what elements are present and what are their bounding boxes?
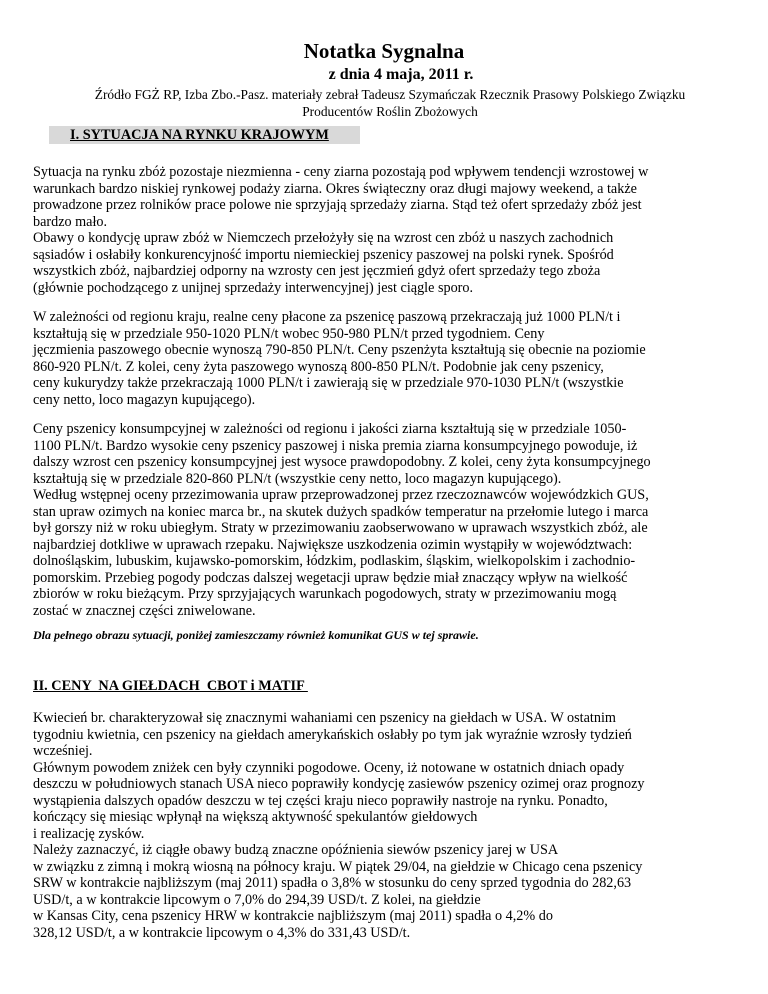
source-line: Źródło FGŻ RP, Izba Zbo.-Pasz. materiały zebrał Tadeusz Szymańczak Rzecznik Prasowy Polskiego Związku <box>94 87 686 102</box>
text-line: tygodniu kwietnia, cen pszenicy na giełdach amerykańskich osłabły po tym jak wyraźnie wzrosły tydzień <box>33 726 632 743</box>
section2-title: II. CENY NA GIEŁDACH CBOT i MATIF <box>33 678 308 694</box>
text-line: kształtują się w przedziale 820-860 PLN/t (wszystkie ceny netto, loco magazyn kupującego). <box>33 470 562 487</box>
text-line: najbardziej dotkliwe w uprawach rzepaku. Największe uszkodzenia ozimin wystąpiły w województwach: <box>33 536 633 553</box>
text-line: w Kansas City, cena pszenicy HRW w kontrakcie najbliższym (maj 2011) spadła o 4,2% do <box>33 908 553 924</box>
text-line: kończący się miesiąc wpłynął na większą aktywność spekulantów giełdowych <box>33 809 478 825</box>
text-line: kształtują się w przedziale 950-1020 PLN/t wobec 950-980 PLN/t przed tygodniem. Ceny <box>33 325 545 342</box>
text-line: wszystkich zbóż, najbardziej odporny na wzrosty cen jest jęczmień gdyż ofert sprzedaży tego zboża <box>33 263 601 279</box>
text-line: 328,12 USD/t, a w kontrakcie lipcowym o 4,3% do 331,43 USD/t. <box>33 924 411 941</box>
section1-paragraph-1 <box>33 164 733 296</box>
text-line: USD/t, a w kontrakcie lipcowym o 7,0% do 294,39 USD/t. Z kolei, na giełdzie <box>33 891 481 908</box>
text-line: zostać w znacznej części zniwelowane. <box>33 602 256 619</box>
text-line: stan upraw ozimych na koniec marca br., na skutek dużych spadków temperatur na przełomie lutego i marca <box>33 503 649 520</box>
text-line: Należy zaznaczyć, iż ciągłe obawy budzą znaczne opóźnienia siewów pszenicy jarej w USA <box>33 842 559 858</box>
text-line: W zależności od regionu kraju, realne ceny płacone za pszenicę paszową przekraczają już 1000 PLN/t i <box>33 309 621 325</box>
text-line: zbiorów w roku bieżącym. Przy sprzyjających warunkach pogodowych, straty w przezimowaniu mogą <box>33 586 617 602</box>
text-line: był gorszy niż w roku ubiegłym. Straty w przezimowaniu zaobserwowano w uprawach wszystkich zbóż, ale <box>33 520 648 536</box>
text-line: dalszy wzrost cen pszenicy konsumpcyjnej jest wysoce prawdopodobny. Z kolei, ceny żyta konsumpcyjnego <box>33 454 651 470</box>
source-note <box>70 86 710 120</box>
text-line: warunkach bardzo niskiej rynkowej podaży ziarna. Okres świąteczny oraz długi majowy weekend, a także <box>33 180 637 197</box>
text-line: Według wstępnej oceny przezimowania upraw przeprowadzonej przez rzeczoznawców wojewódzkich GUS, <box>33 487 649 503</box>
text-line: bardzo mało. <box>33 213 108 230</box>
text-line: Kwiecień br. charakteryzował się znacznymi wahaniami cen pszenicy na giełdach w USA. W ostatnim <box>33 710 616 726</box>
document-date: z dnia 4 maja, 2011 r. <box>328 66 474 83</box>
text-line: ceny netto, loco magazyn kupującego). <box>33 391 256 408</box>
section1-paragraph-3 <box>33 421 733 619</box>
text-line: 860-920 PLN/t. Z kolei, ceny żyta paszowego wynoszą 800-850 PLN/t. Podobnie jak ceny pszenicy, <box>33 358 604 375</box>
text-line: sąsiadów i osłabiły konkurencyjność importu niemieckiej pszenicy paszowej na polski rynek. Spośród <box>33 246 614 263</box>
section2-paragraph-1 <box>33 710 733 941</box>
section1-paragraph-2 <box>33 309 733 408</box>
gus-note: Dla pełnego obrazu sytuacji, poniżej zamieszczamy również komunikat GUS w tej sprawie. <box>33 628 479 642</box>
text-line: Obawy o kondycję upraw zbóż w Niemczech przełożyły się na wzrost cen zbóż u naszych zachodnich <box>33 230 614 246</box>
text-line: prowadzone przez rolników prace polowe nie sprzyjają sprzedaży ziarna. Stąd też ofert sprzedaży zbóż jest <box>33 197 642 213</box>
section1-title: I. SYTUACJA NA RYNKU KRAJOWYM <box>70 127 329 143</box>
text-line: Ceny pszenicy konsumpcyjnej w zależności od regionu i jakości ziarna kształtują się w przedziale 1050- <box>33 421 627 437</box>
text-line: wystąpienia dalszych opadów deszczu w tej części kraju nieco poprawiły nastroje na rynku. Ponadto, <box>33 792 608 809</box>
text-line: SRW w kontrakcie najbliższym (maj 2011) spadła o 3,8% w stosunku do ceny sprzed tygodnia do 282,63 <box>33 875 632 891</box>
text-line: pomorskim. Przebieg pogody podczas dalszej wegetacji upraw będzie miał znaczący wpływ na wielkość <box>33 569 628 586</box>
text-line: deszczu w południowych stanach USA nieco poprawiły kondycję zasiewów pszenicy ozimej oraz prognozy <box>33 776 645 792</box>
text-line: wcześniej. <box>33 743 93 759</box>
text-line: i realizację zysków. <box>33 825 145 842</box>
text-line: jęczmienia paszowego obecnie wynoszą 790-850 PLN/t. Ceny pszenżyta kształtują się obecnie na poziomie <box>33 342 646 358</box>
document-title: Notatka Sygnalna <box>303 39 465 63</box>
text-line: 1100 PLN/t. Bardzo wysokie ceny pszenicy paszowej i niska premia ziarna konsumpcyjnego powoduje, iż <box>33 437 638 454</box>
text-line: dolnośląskim, lubuskim, kujawsko-pomorskim, łódzkim, podlaskim, śląskim, wielkopolskim i zachodnio- <box>33 553 636 569</box>
source-line: Producentów Roślin Zbożowych <box>302 104 478 119</box>
text-line: Głównym powodem zniżek cen były czynniki pogodowe. Oceny, iż notowane w ostatnich dniach opady <box>33 759 625 776</box>
text-line: (głównie pochodzącego z unijnej sprzedaży interwencyjnej) jest ciągle sporo. <box>33 279 474 296</box>
text-line: w związku z zimną i mokrą wiosną na północy kraju. W piątek 29/04, na giełdzie w Chicago cena pszenicy <box>33 858 643 875</box>
text-line: ceny kukurydzy także przekraczają 1000 PLN/t i zawierają się w przedziale 970-1030 PLN/t (wszystkie <box>33 375 624 391</box>
text-line: Sytuacja na rynku zbóż pozostaje niezmienna - ceny ziarna pozostają pod wpływem tendencji wzrostowej w <box>33 164 649 180</box>
